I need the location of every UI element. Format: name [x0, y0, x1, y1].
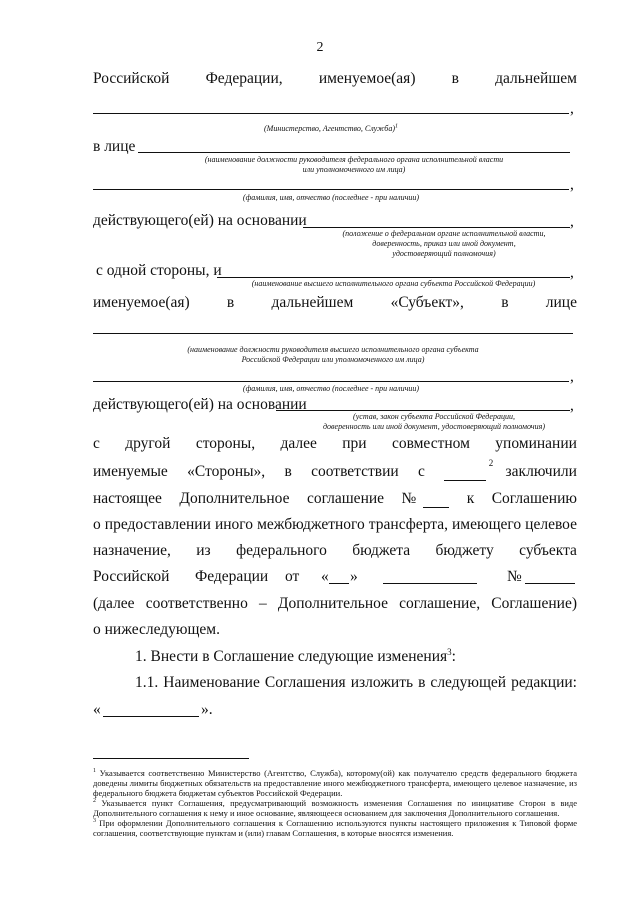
fio-blank-1[interactable] [93, 189, 569, 190]
fio-caption-2: (фамилия, имя, отчество (последнее - при наличии) [242, 384, 420, 393]
word: соответствии [311, 463, 399, 480]
footnote-2: $^2$ Указывается пункт Соглашения, предусматривающий возможность изменения Соглашения по инициативе Сторон в виде Дополнительного соглашения к нему и иное основание, являющееся основанием для заключения Дополнительного соглашения. [93, 798, 578, 818]
word: упоминании [495, 435, 577, 452]
agreement-number-blank[interactable] [525, 568, 575, 584]
word: с [418, 463, 425, 480]
ministry-blank[interactable] [93, 113, 569, 114]
footnotes [93, 768, 577, 838]
word: Соглашению [491, 490, 577, 507]
new-title-blank[interactable] [103, 701, 199, 717]
word: с [93, 435, 100, 452]
quote-close: ». [201, 701, 213, 718]
item-1-1: 1.1. Наименование Соглашения изложить в следующей редакции: [135, 674, 577, 691]
word: Российской [93, 568, 170, 585]
acting-label-1: действующего(ей) на основании [93, 212, 307, 229]
quote-open: « [321, 568, 329, 585]
word: «Субъект», [390, 294, 464, 311]
word: дальнейшем [495, 70, 577, 87]
quote-close: » [350, 568, 358, 585]
provision-row: о предоставлении иного межбюджетного трансферта, имеющего целевое [93, 516, 577, 533]
word: к [466, 490, 475, 507]
agreement-date-row [93, 568, 577, 586]
one-side-label: с одной стороны, и [96, 262, 222, 279]
comma: , [570, 397, 574, 414]
word: соглашение [306, 490, 385, 507]
in-person-label: в лице [93, 138, 136, 155]
subject-org-caption: (наименование высшего исполнительного органа субъекта Российской Федерации) [251, 279, 536, 288]
word: дальнейшем [271, 294, 354, 311]
fio-blank-2[interactable] [93, 381, 569, 382]
word: от [285, 568, 300, 585]
new-title-row [93, 701, 293, 719]
comma: , [570, 100, 574, 117]
named-row [93, 294, 577, 312]
word: заключили [505, 463, 577, 480]
word: стороны, [195, 435, 256, 452]
subject-head-caption: (наименование должности руководителя высшего исполнительного органа субъекта Российской Федерации или уполномоченного им лица) [187, 345, 479, 364]
word: назначение, [93, 542, 171, 559]
ministry-caption: (Министерство, Агентство, Служба)$^1$ [264, 123, 398, 133]
word: бюджета [352, 542, 411, 559]
basis-caption-2: (устав, закон субъекта Российской Федерации, доверенность или иной документ, удостоверяющий полномочия) [323, 412, 545, 431]
comma: , [570, 213, 574, 230]
basis-caption-1: (положение о федеральном органе исполнительной власти, доверенность, приказ или иной документ, удостоверяющий полномочия) [342, 229, 546, 258]
word: Федерации [195, 568, 269, 585]
following-row: о нижеследующем. [93, 621, 220, 638]
item-1: 1. Внести в Соглашение следующие изменения$^3$: [135, 646, 456, 665]
comma: , [570, 264, 574, 281]
number-sign: № [401, 490, 417, 507]
word: в [284, 463, 292, 480]
word: при [342, 435, 367, 452]
subject-org-blank[interactable] [217, 277, 570, 278]
word: из [196, 542, 211, 559]
parties-row [93, 458, 577, 481]
word: субъекта [519, 542, 577, 559]
word: именуемое(ая) [93, 294, 190, 311]
present-row [93, 490, 577, 508]
intro-row [93, 70, 577, 88]
word: далее [280, 435, 317, 452]
word: Федерации, [205, 70, 283, 87]
other-side-row [93, 435, 577, 453]
fio-caption-1: (фамилия, имя, отчество (последнее - при наличии) [242, 193, 420, 202]
subject-head-blank[interactable] [93, 333, 573, 334]
comma: , [570, 368, 574, 385]
page-number: 2 [316, 40, 324, 55]
word: именуемые [93, 463, 168, 480]
word: Дополнительное [179, 490, 290, 507]
word: совместном [391, 435, 470, 452]
word: «Стороны», [187, 463, 266, 480]
number-sign: № [507, 568, 522, 585]
head-position-caption: (наименование должности руководителя федерального органа исполнительной власти или уполномоченного им лица) [204, 155, 504, 174]
quote-open: « [93, 701, 101, 718]
footnote-1: $^1$ Указывается соответственно Министерство (Агентство, Служба), которому(ой) как получателю средств федерального бюджета доведены лимиты бюджетных обязательств на предоставление иного межбюджетного трансферта, имеющего целевое назначение, из федерального бюджета бюджетам субъектов Российской Федерации. [93, 768, 578, 798]
word: другой [125, 435, 171, 452]
word: в [451, 70, 459, 87]
head-position-blank[interactable] [138, 152, 570, 153]
word: Российской [93, 70, 170, 87]
acting-label-2: действующего(ей) на основании [93, 396, 307, 413]
footnote-3: $^3$ При оформлении Дополнительного соглашения к Соглашению используются пункты настоящего приложения к Типовой форме соглашения, соответствующие пунктам и (или) главам Соглашения, в которые вносятся изменения. [93, 818, 577, 838]
word: лице [545, 294, 577, 311]
day-blank[interactable] [329, 568, 349, 584]
date-blank[interactable] [383, 568, 477, 584]
basis-blank-1[interactable] [303, 227, 570, 228]
comma: , [570, 176, 574, 193]
word: в [226, 294, 235, 311]
supplement-number-blank[interactable] [423, 493, 449, 508]
word: федерального [236, 542, 327, 559]
word: бюджету [435, 542, 494, 559]
footnote-separator [93, 758, 249, 759]
word: настоящее [93, 490, 162, 507]
clause-blank[interactable]: 2 [444, 466, 486, 481]
basis-blank-2[interactable] [276, 410, 570, 411]
word: в [501, 294, 509, 311]
word: именуемое(ая) [318, 70, 416, 87]
purpose-row [93, 542, 577, 560]
further-row: (далее соответственно – Дополнительное соглашение, Соглашение) [93, 595, 577, 612]
